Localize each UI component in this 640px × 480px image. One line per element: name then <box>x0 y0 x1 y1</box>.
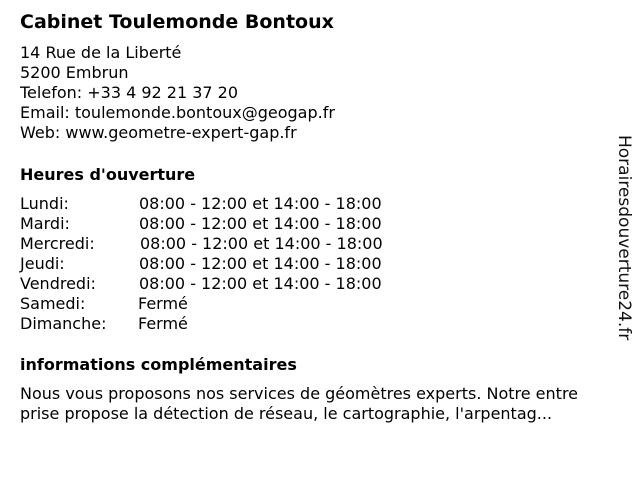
day-hours: Fermé <box>138 314 188 333</box>
day-hours: 08:00 - 12:00 et 14:00 - 18:00 <box>140 234 383 253</box>
day-hours: 08:00 - 12:00 et 14:00 - 18:00 <box>139 214 382 233</box>
day-label: Mardi: <box>20 214 70 233</box>
email-address: Email: toulemonde.bontoux@geogap.fr <box>20 103 335 122</box>
day-label: Lundi: <box>20 194 69 213</box>
address-city: 5200 Embrun <box>20 63 129 82</box>
website: Web: www.geometre-expert-gap.fr <box>20 123 297 142</box>
day-label: Jeudi: <box>20 254 65 273</box>
hours-heading: Heures d'ouverture <box>20 165 196 184</box>
day-label: Dimanche: <box>20 314 107 333</box>
day-label: Mercredi: <box>20 234 95 253</box>
watermark: Horairesdouverture24.fr <box>614 135 634 341</box>
info-line: Nous vous proposons nos services de géomètres experts. Notre entre <box>20 384 579 403</box>
day-hours: 08:00 - 12:00 et 14:00 - 18:00 <box>139 194 382 213</box>
day-hours: 08:00 - 12:00 et 14:00 - 18:00 <box>139 254 382 273</box>
phone-number: Telefon: +33 4 92 21 37 20 <box>20 83 239 102</box>
day-label: Vendredi: <box>20 274 96 293</box>
info-heading: informations complémentaires <box>20 355 297 374</box>
business-name: Cabinet Toulemonde Bontoux <box>20 11 334 33</box>
info-description <box>20 384 632 424</box>
contact-block <box>20 43 335 143</box>
info-line: prise propose la détection de réseau, le cartographie, l'arpentag... <box>20 404 553 423</box>
day-hours: 08:00 - 12:00 et 14:00 - 18:00 <box>139 274 382 293</box>
day-hours: Fermé <box>138 294 188 313</box>
day-label: Samedi: <box>20 294 86 313</box>
address-street: 14 Rue de la Liberté <box>20 43 182 62</box>
